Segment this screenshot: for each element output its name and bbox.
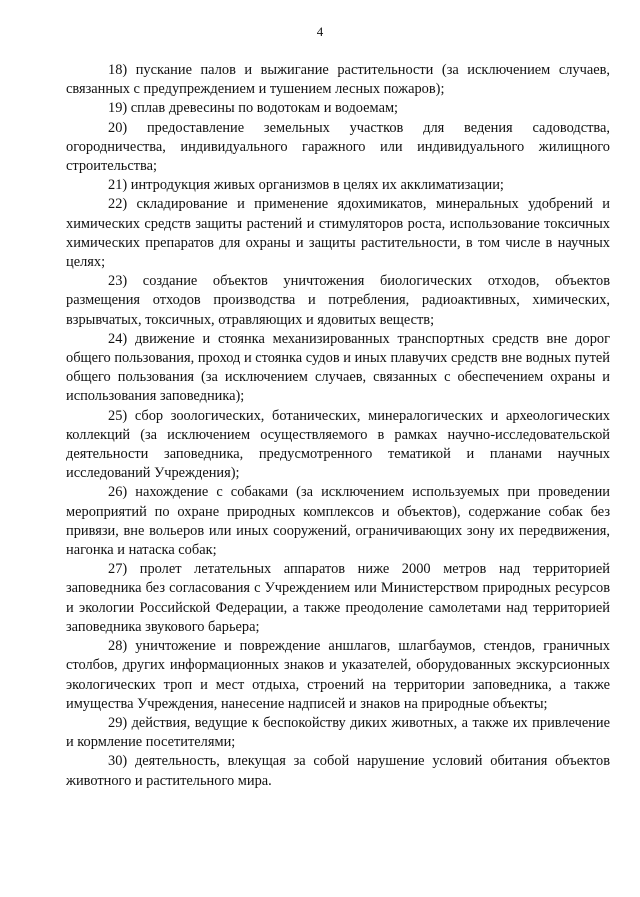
list-item-24: 24) движение и стоянка механизированных транспортных средств вне дорог общего пользования, проход и стоянка судов и иных плавучих средств вне водных путей общего пользования (за исключением случаев, связанных с обеспечением охраны и использования заповедника); [66, 330, 610, 405]
list-item-26: 26) нахождение с собаками (за исключением используемых при проведении мероприятий по охране природных комплексов и объектов), содержание собак без привязи, вне вольеров или иных сооружений, ограничивающих зону их передвижения, нагонка и натаска собак; [66, 484, 610, 559]
list-item-22: 22) складирование и применение ядохимикатов, минеральных удобрений и химических средств защиты растений и стимуляторов роста, использование токсичных химических препаратов для охраны и защиты растительности, в том числе в научных целях; [66, 196, 610, 271]
list-item-27: 27) пролет летательных аппаратов ниже 2000 метров над территорией заповедника без согласования с Учреждением или Министерством природных ресурсов и экологии Российской Федерации, а также преодоление самолетами над территорией заповедника звукового барьера; [66, 561, 610, 635]
list-item-23: 23) создание объектов уничтожения биологических отходов, объектов размещения отходов производства и потребления, радиоактивных, химических, взрывчатых, токсичных, отравляющих и ядовитых веществ; [66, 273, 610, 328]
list-item-18: 18) пускание палов и выжигание растительности (за исключением случаев, связанных с предупреждением и тушением лесных пожаров); [66, 62, 610, 98]
list-item-20: 20) предоставление земельных участков для ведения садоводства, огородничества, индивидуального гаражного или индивидуального жилищного строительства; [66, 119, 610, 175]
list-item-25: 25) сбор зоологических, ботанических, минералогических и археологических коллекций (за исключением осуществляемого в рамках научно-исследовательской деятельности заповедника, предусмотренного тематикой и планами научных исследований Учреждения); [66, 407, 610, 482]
list-item-29: 29) действия, ведущие к беспокойству диких животных, а также их привлечение и кормление посетителями; [66, 714, 610, 751]
document-body [66, 61, 610, 791]
list-item-28: 28) уничтожение и повреждение аншлагов, шлагбаумов, стендов, граничных столбов, других информационных знаков и указателей, оборудованных экскурсионных экологических троп и мест отдыха, строений на территории заповедника, а также имущества Учреждения, нанесение надписей и знаков на природные объекты; [66, 638, 610, 712]
list-item-21: 21) интродукция живых организмов в целях их акклиматизации; [108, 177, 504, 194]
list-item-30: 30) деятельность, влекущая за собой нарушение условий обитания объектов животного и растительного мира. [66, 753, 610, 789]
list-item-19: 19) сплав древесины по водотокам и водоемам; [108, 100, 399, 117]
page-number: 4 [316, 24, 324, 39]
